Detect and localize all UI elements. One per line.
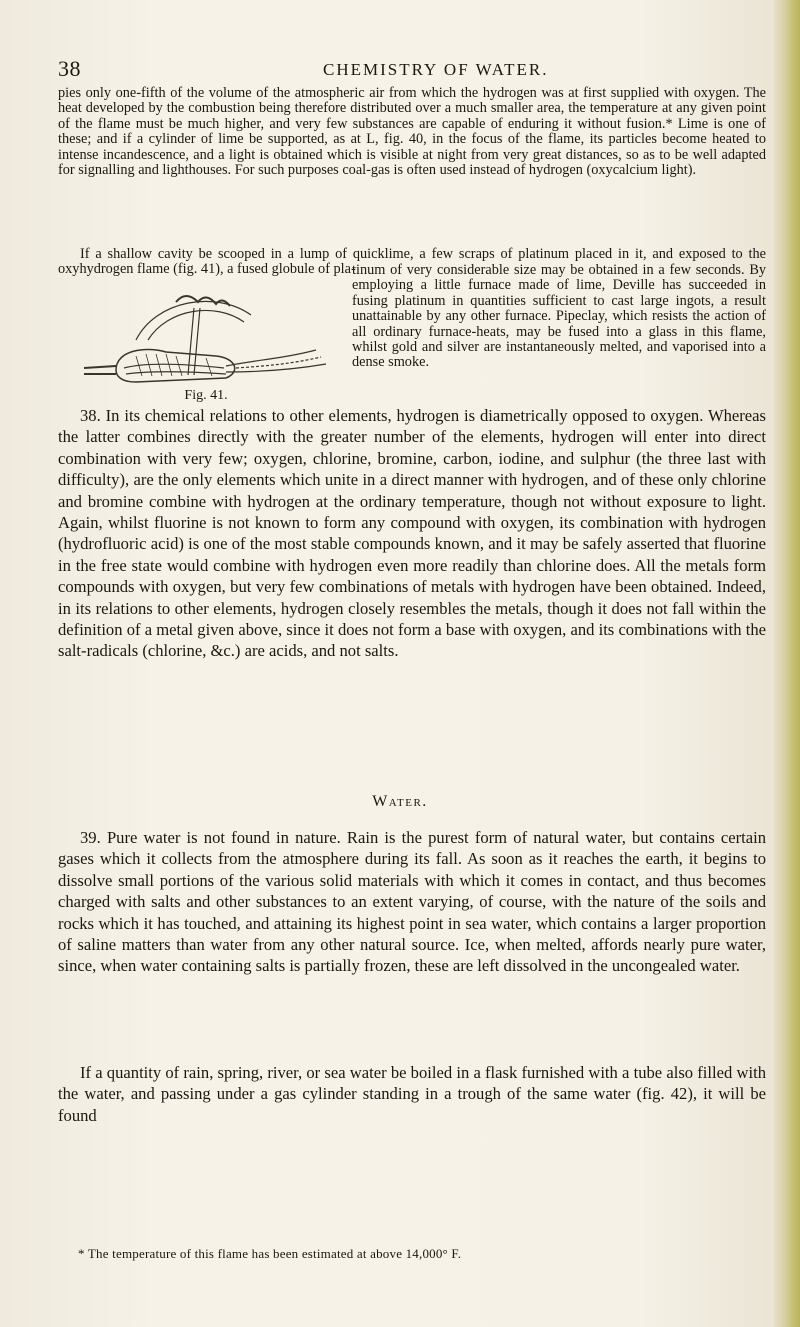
page-number: 38	[58, 56, 81, 81]
paragraph-39	[58, 827, 766, 977]
figure-caption: Fig. 41.	[184, 388, 228, 403]
paragraph-38	[58, 405, 766, 662]
page-edge-strip	[774, 0, 800, 1327]
section-title-water: Water.	[372, 793, 428, 810]
burner-arc-inner	[148, 310, 244, 340]
page-header	[58, 56, 758, 86]
paragraph-quicklime-wrap: tinum of very considerable size may be obtained in a few seconds. By employing a little furnace made of lime, Deville has succeeded in fusing platinum in quantities sufficient to cast large ingots, a result unattainable by any other furnace. Pipeclay, which resists the action of all ordinary furnace-heats, may be fused into a glass in this flame, whilst gold and silver are instantaneously melted, and vaporised into a dense smoke.	[352, 262, 766, 371]
paragraph-39-number: 39.	[80, 828, 101, 847]
nozzle-tube	[84, 366, 116, 368]
footnote: * The temperature of this flame has been estimated at above 14,000° F.	[78, 1246, 462, 1261]
running-head: CHEMISTRY OF WATER.	[323, 60, 549, 79]
flame-jet-upper	[226, 350, 316, 366]
paragraph-38-text: In its chemical relations to other elements, hydrogen is diametrically opposed to oxygen. Whereas the latter combines directly with the greater number of the elements, hydrogen will enter into direct combination with very few; oxygen, chlorine, bromine, carbon, iodine, and sulphur (the three last with difficulty), are the only elements which unite in a direct manner with hydrogen, and of these only chlorine and bromine combine with hydrogen at the ordinary temperature, though not without exposure to light. Again, whilst fluorine is not known to form any compound with oxygen, its combination with hydrogen (hydrofluoric acid) is one of the most stable compounds known, and it may be safely asserted that fluorine in the free state would combine with hydrogen even more readily than chlorine does. All the metals form compounds with oxygen, but very few combinations of metals with hydrogen have been obtained. Indeed, in its relations to other elements, hydrogen closely resembles the metals, though it does not fall within the definition of a metal given above, since it does not form a base with oxygen, and its combinations with the salt-radicals (chlorine, &c.) are acids, and not salts.	[58, 406, 766, 661]
paragraph-boiling-experiment: If a quantity of rain, spring, river, or sea water be boiled in a flask furnished with a tube also filled with the water, and passing under a gas cylinder standing in a trough of the same water (fig. 42), it will be found	[58, 1063, 766, 1125]
paragraph-quicklime-intro: If a shallow cavity be scooped in a lump of quicklime, a few scraps of platinum placed in it, and exposed to the oxyhydrogen flame (fig. 41), a fused globule of pla-	[58, 246, 766, 278]
oxyhydrogen-flame-drawing	[76, 280, 340, 395]
figure-41-illustration	[76, 280, 340, 395]
paragraph-38-number: 38.	[80, 406, 101, 425]
burner-arc-outer	[136, 301, 251, 340]
paragraph-oxyhydrogen-flame: pies only one-fifth of the volume of the atmospheric air from which the hydrogen was at first supplied with oxygen. The heat developed by the combustion being therefore distributed over a much smaller area, the temperature at any given point of the flame must be much higher, and very few substances are capable of enduring it without fusion.* Lime is one of these; and if a cylinder of lime be supported, as at L, fig. 40, in the focus of the flame, its particles become heated to intense incandescence, and a light is obtained which is visible at night from very great distances, so as to be well adapted for signalling and lighthouses. For such purposes coal-gas is often used instead of hydrogen (oxycalcium light).	[58, 85, 766, 179]
paragraph-39-text: Pure water is not found in nature. Rain is the purest form of natural water, but contains certain gases which it collects from the atmosphere during its fall. As soon as it reaches the earth, it begins to dissolve small portions of the various solid materials with which it comes in contact, and thus becomes charged with salts and other substances to an extent varying, of course, with the nature of the soils and rocks which it has touched, and attaining its highest point in sea water, which contains a larger proportion of saline matters than water from any other natural source. Ice, when melted, affords nearly pure water, since, when water containing salts is partially frozen, these are left dissolved in the uncongealed water.	[58, 828, 766, 976]
